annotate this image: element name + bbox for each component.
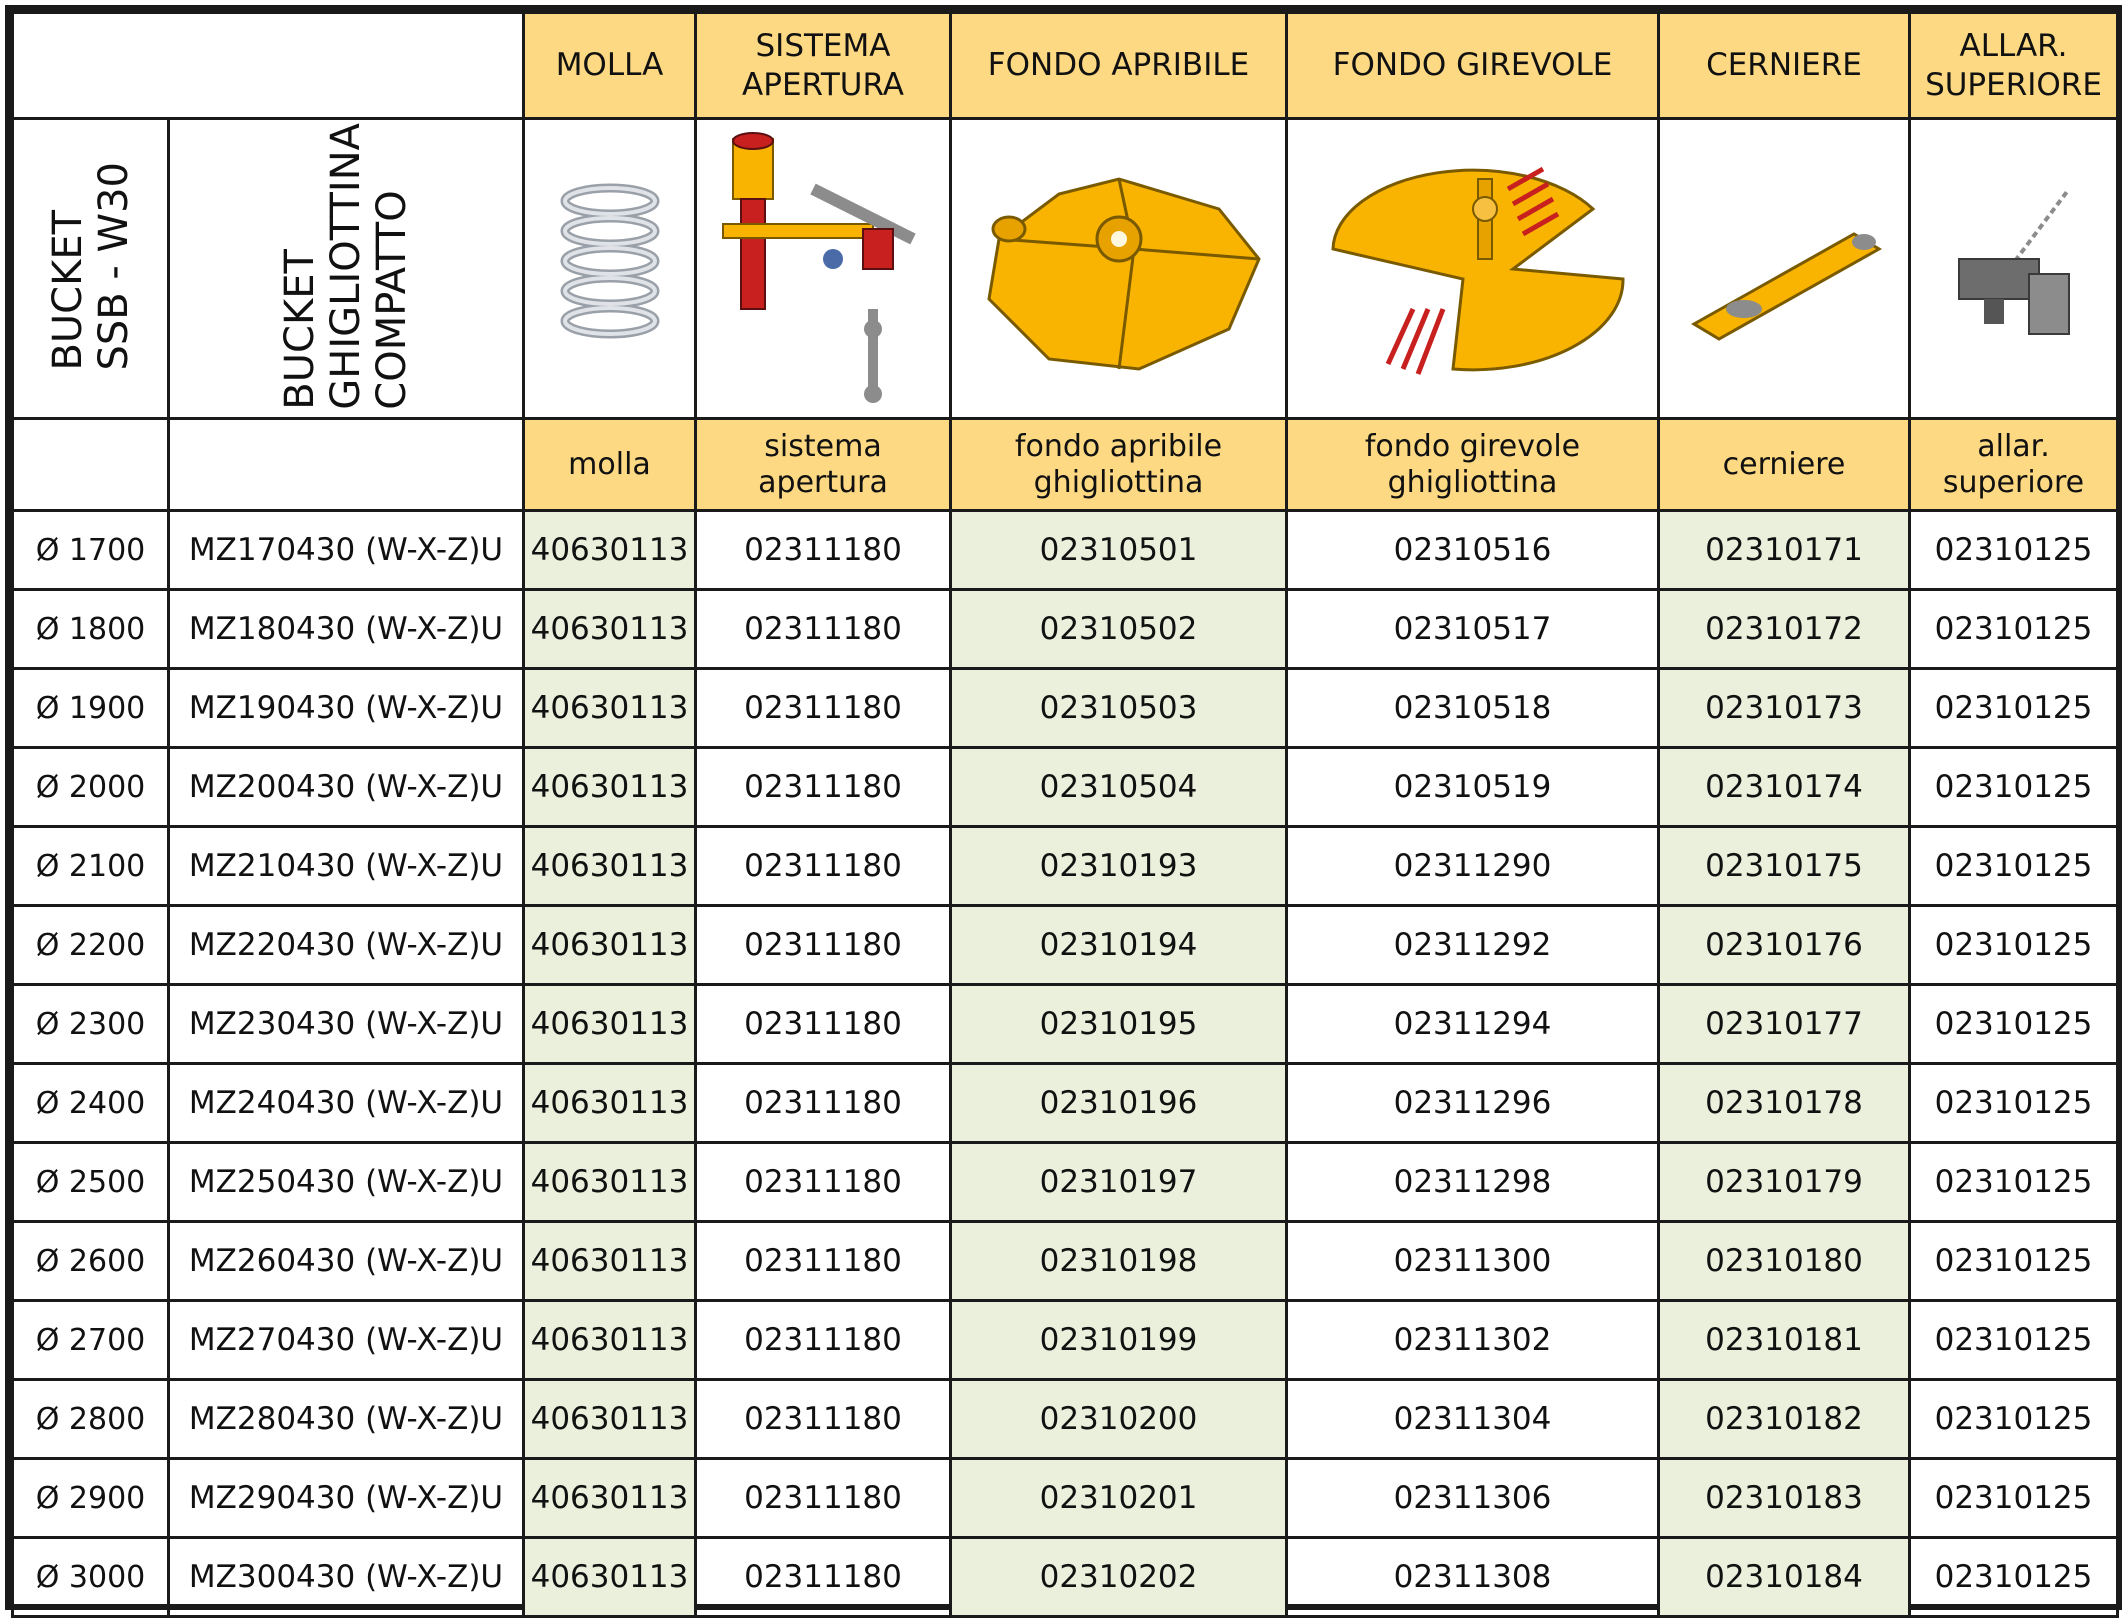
diameter-cell: Ø 2300 bbox=[13, 985, 169, 1064]
diameter-cell: Ø 2000 bbox=[13, 748, 169, 827]
bucket-type-label: BUCKET GHIGLIOTTINA COMPATTO bbox=[169, 119, 524, 419]
table-row bbox=[13, 669, 2118, 748]
table-row bbox=[13, 748, 2118, 827]
sistema-apertura-image bbox=[696, 119, 951, 419]
sistema-code-cell: 02311180 bbox=[696, 985, 951, 1064]
table-row bbox=[13, 1538, 2118, 1617]
model-code-cell: MZ200430 (W-X-Z)U bbox=[169, 748, 524, 827]
model-code-cell: MZ250430 (W-X-Z)U bbox=[169, 1143, 524, 1222]
apribile-code-cell: 02310504 bbox=[951, 748, 1287, 827]
col-header-sistema-apertura: SISTEMA APERTURA bbox=[696, 13, 951, 119]
allar-code-cell: 02310125 bbox=[1910, 985, 2118, 1064]
header-corner bbox=[13, 13, 524, 119]
girevole-code-cell: 02311298 bbox=[1287, 1143, 1659, 1222]
col-header-cerniere: CERNIERE bbox=[1659, 13, 1910, 119]
girevole-code-cell: 02310519 bbox=[1287, 748, 1659, 827]
apribile-code-cell: 02310196 bbox=[951, 1064, 1287, 1143]
allar-code-cell: 02310125 bbox=[1910, 1064, 2118, 1143]
model-code-cell: MZ210430 (W-X-Z)U bbox=[169, 827, 524, 906]
cerniere-code-cell: 02310173 bbox=[1659, 669, 1910, 748]
cerniere-code-cell: 02310178 bbox=[1659, 1064, 1910, 1143]
model-code-cell: MZ240430 (W-X-Z)U bbox=[169, 1064, 524, 1143]
model-code-cell: MZ170430 (W-X-Z)U bbox=[169, 511, 524, 590]
cerniere-code-cell: 02310184 bbox=[1659, 1538, 1910, 1617]
model-code-cell: MZ230430 (W-X-Z)U bbox=[169, 985, 524, 1064]
table-row bbox=[13, 827, 2118, 906]
apribile-code-cell: 02310198 bbox=[951, 1222, 1287, 1301]
molla-code-cell: 40630113 bbox=[524, 1459, 696, 1538]
spring-icon bbox=[555, 179, 665, 359]
sistema-code-cell: 02311180 bbox=[696, 1143, 951, 1222]
sistema-code-cell: 02311180 bbox=[696, 748, 951, 827]
diameter-cell: Ø 2400 bbox=[13, 1064, 169, 1143]
model-code-cell: MZ220430 (W-X-Z)U bbox=[169, 906, 524, 985]
model-code-cell: MZ180430 (W-X-Z)U bbox=[169, 590, 524, 669]
sistema-code-cell: 02311180 bbox=[696, 1380, 951, 1459]
cerniere-code-cell: 02310183 bbox=[1659, 1459, 1910, 1538]
parts-table bbox=[11, 11, 2119, 1618]
cerniere-code-cell: 02310174 bbox=[1659, 748, 1910, 827]
allar-code-cell: 02310125 bbox=[1910, 1459, 2118, 1538]
diameter-cell: Ø 2800 bbox=[13, 1380, 169, 1459]
fondo-girevole-image bbox=[1287, 119, 1659, 419]
girevole-code-cell: 02311304 bbox=[1287, 1380, 1659, 1459]
molla-code-cell: 40630113 bbox=[524, 985, 696, 1064]
girevole-code-cell: 02311308 bbox=[1287, 1538, 1659, 1617]
opening-system-icon bbox=[713, 129, 933, 409]
apribile-code-cell: 02310202 bbox=[951, 1538, 1287, 1617]
girevole-code-cell: 02311296 bbox=[1287, 1064, 1659, 1143]
table-row bbox=[13, 511, 2118, 590]
col-header-fondo-girevole: FONDO GIREVOLE bbox=[1287, 13, 1659, 119]
col-header-molla: MOLLA bbox=[524, 13, 696, 119]
diameter-cell: Ø 2100 bbox=[13, 827, 169, 906]
girevole-code-cell: 02311300 bbox=[1287, 1222, 1659, 1301]
cerniere-code-cell: 02310171 bbox=[1659, 511, 1910, 590]
table-row bbox=[13, 906, 2118, 985]
molla-code-cell: 40630113 bbox=[524, 1380, 696, 1459]
girevole-code-cell: 02311290 bbox=[1287, 827, 1659, 906]
subheader-row bbox=[13, 419, 2118, 511]
table-row bbox=[13, 1459, 2118, 1538]
header-row bbox=[13, 13, 2118, 119]
cerniere-code-cell: 02310180 bbox=[1659, 1222, 1910, 1301]
molla-code-cell: 40630113 bbox=[524, 1301, 696, 1380]
molla-code-cell: 40630113 bbox=[524, 669, 696, 748]
opening-bottom-icon bbox=[969, 149, 1269, 389]
girevole-code-cell: 02311292 bbox=[1287, 906, 1659, 985]
apribile-code-cell: 02310197 bbox=[951, 1143, 1287, 1222]
diameter-cell: Ø 3000 bbox=[13, 1538, 169, 1617]
image-row bbox=[13, 119, 2118, 419]
molla-code-cell: 40630113 bbox=[524, 1538, 696, 1617]
girevole-code-cell: 02310517 bbox=[1287, 590, 1659, 669]
upper-extension-icon bbox=[1939, 179, 2089, 359]
diameter-cell: Ø 1800 bbox=[13, 590, 169, 669]
sistema-code-cell: 02311180 bbox=[696, 511, 951, 590]
allar-code-cell: 02310125 bbox=[1910, 1143, 2118, 1222]
table-row bbox=[13, 1301, 2118, 1380]
sub-sistema-apertura: sistema apertura bbox=[696, 419, 951, 511]
model-code-cell: MZ290430 (W-X-Z)U bbox=[169, 1459, 524, 1538]
col-header-allar-superiore: ALLAR. SUPERIORE bbox=[1910, 13, 2118, 119]
allar-superiore-image bbox=[1910, 119, 2118, 419]
molla-code-cell: 40630113 bbox=[524, 511, 696, 590]
apribile-code-cell: 02310503 bbox=[951, 669, 1287, 748]
girevole-code-cell: 02311306 bbox=[1287, 1459, 1659, 1538]
table-row bbox=[13, 985, 2118, 1064]
sub-cerniere: cerniere bbox=[1659, 419, 1910, 511]
allar-code-cell: 02310125 bbox=[1910, 669, 2118, 748]
molla-code-cell: 40630113 bbox=[524, 906, 696, 985]
molla-code-cell: 40630113 bbox=[524, 1064, 696, 1143]
molla-code-cell: 40630113 bbox=[524, 1143, 696, 1222]
apribile-code-cell: 02310501 bbox=[951, 511, 1287, 590]
table-row bbox=[13, 590, 2118, 669]
allar-code-cell: 02310125 bbox=[1910, 1222, 2118, 1301]
sistema-code-cell: 02311180 bbox=[696, 906, 951, 985]
bucket-main-label: BUCKET SSB - W30 bbox=[13, 119, 169, 419]
diameter-cell: Ø 2700 bbox=[13, 1301, 169, 1380]
table-row bbox=[13, 1143, 2118, 1222]
table-row bbox=[13, 1380, 2118, 1459]
col-header-fondo-apribile: FONDO APRIBILE bbox=[951, 13, 1287, 119]
diameter-cell: Ø 1700 bbox=[13, 511, 169, 590]
allar-code-cell: 02310125 bbox=[1910, 1538, 2118, 1617]
apribile-code-cell: 02310194 bbox=[951, 906, 1287, 985]
molla-code-cell: 40630113 bbox=[524, 827, 696, 906]
allar-code-cell: 02310125 bbox=[1910, 906, 2118, 985]
model-code-cell: MZ190430 (W-X-Z)U bbox=[169, 669, 524, 748]
cerniere-code-cell: 02310181 bbox=[1659, 1301, 1910, 1380]
girevole-code-cell: 02311294 bbox=[1287, 985, 1659, 1064]
model-code-cell: MZ280430 (W-X-Z)U bbox=[169, 1380, 524, 1459]
allar-code-cell: 02310125 bbox=[1910, 511, 2118, 590]
cerniere-code-cell: 02310176 bbox=[1659, 906, 1910, 985]
diameter-cell: Ø 2200 bbox=[13, 906, 169, 985]
apribile-code-cell: 02310199 bbox=[951, 1301, 1287, 1380]
model-code-cell: MZ300430 (W-X-Z)U bbox=[169, 1538, 524, 1617]
allar-code-cell: 02310125 bbox=[1910, 590, 2118, 669]
sistema-code-cell: 02311180 bbox=[696, 1222, 951, 1301]
cerniere-code-cell: 02310177 bbox=[1659, 985, 1910, 1064]
apribile-code-cell: 02310502 bbox=[951, 590, 1287, 669]
sistema-code-cell: 02311180 bbox=[696, 1459, 951, 1538]
molla-image bbox=[524, 119, 696, 419]
parts-table-sheet bbox=[5, 5, 2122, 1610]
model-code-cell: MZ270430 (W-X-Z)U bbox=[169, 1301, 524, 1380]
girevole-code-cell: 02311302 bbox=[1287, 1301, 1659, 1380]
molla-code-cell: 40630113 bbox=[524, 1222, 696, 1301]
sistema-code-cell: 02311180 bbox=[696, 1538, 951, 1617]
diameter-cell: Ø 2500 bbox=[13, 1143, 169, 1222]
diameter-cell: Ø 1900 bbox=[13, 669, 169, 748]
table-row bbox=[13, 1222, 2118, 1301]
allar-code-cell: 02310125 bbox=[1910, 1301, 2118, 1380]
cerniere-code-cell: 02310179 bbox=[1659, 1143, 1910, 1222]
cerniere-code-cell: 02310172 bbox=[1659, 590, 1910, 669]
molla-code-cell: 40630113 bbox=[524, 748, 696, 827]
cerniere-code-cell: 02310175 bbox=[1659, 827, 1910, 906]
sistema-code-cell: 02311180 bbox=[696, 1301, 951, 1380]
subheader-blank-2 bbox=[169, 419, 524, 511]
fondo-apribile-image bbox=[951, 119, 1287, 419]
diameter-cell: Ø 2600 bbox=[13, 1222, 169, 1301]
apribile-code-cell: 02310200 bbox=[951, 1380, 1287, 1459]
subheader-blank-1 bbox=[13, 419, 169, 511]
sub-allar-superiore: allar. superiore bbox=[1910, 419, 2118, 511]
allar-code-cell: 02310125 bbox=[1910, 748, 2118, 827]
girevole-code-cell: 02310516 bbox=[1287, 511, 1659, 590]
allar-code-cell: 02310125 bbox=[1910, 827, 2118, 906]
cerniere-image bbox=[1659, 119, 1910, 419]
table-row bbox=[13, 1064, 2118, 1143]
sistema-code-cell: 02311180 bbox=[696, 669, 951, 748]
sistema-code-cell: 02311180 bbox=[696, 1064, 951, 1143]
sub-fondo-girevole: fondo girevole ghigliottina bbox=[1287, 419, 1659, 511]
model-code-cell: MZ260430 (W-X-Z)U bbox=[169, 1222, 524, 1301]
diameter-cell: Ø 2900 bbox=[13, 1459, 169, 1538]
apribile-code-cell: 02310195 bbox=[951, 985, 1287, 1064]
table-body bbox=[13, 511, 2118, 1617]
sub-molla: molla bbox=[524, 419, 696, 511]
rotating-bottom-icon bbox=[1313, 149, 1633, 389]
cerniere-code-cell: 02310182 bbox=[1659, 1380, 1910, 1459]
sistema-code-cell: 02311180 bbox=[696, 827, 951, 906]
sistema-code-cell: 02311180 bbox=[696, 590, 951, 669]
sub-fondo-apribile: fondo apribile ghigliottina bbox=[951, 419, 1287, 511]
apribile-code-cell: 02310193 bbox=[951, 827, 1287, 906]
molla-code-cell: 40630113 bbox=[524, 590, 696, 669]
girevole-code-cell: 02310518 bbox=[1287, 669, 1659, 748]
allar-code-cell: 02310125 bbox=[1910, 1380, 2118, 1459]
hinge-icon bbox=[1674, 194, 1894, 344]
apribile-code-cell: 02310201 bbox=[951, 1459, 1287, 1538]
